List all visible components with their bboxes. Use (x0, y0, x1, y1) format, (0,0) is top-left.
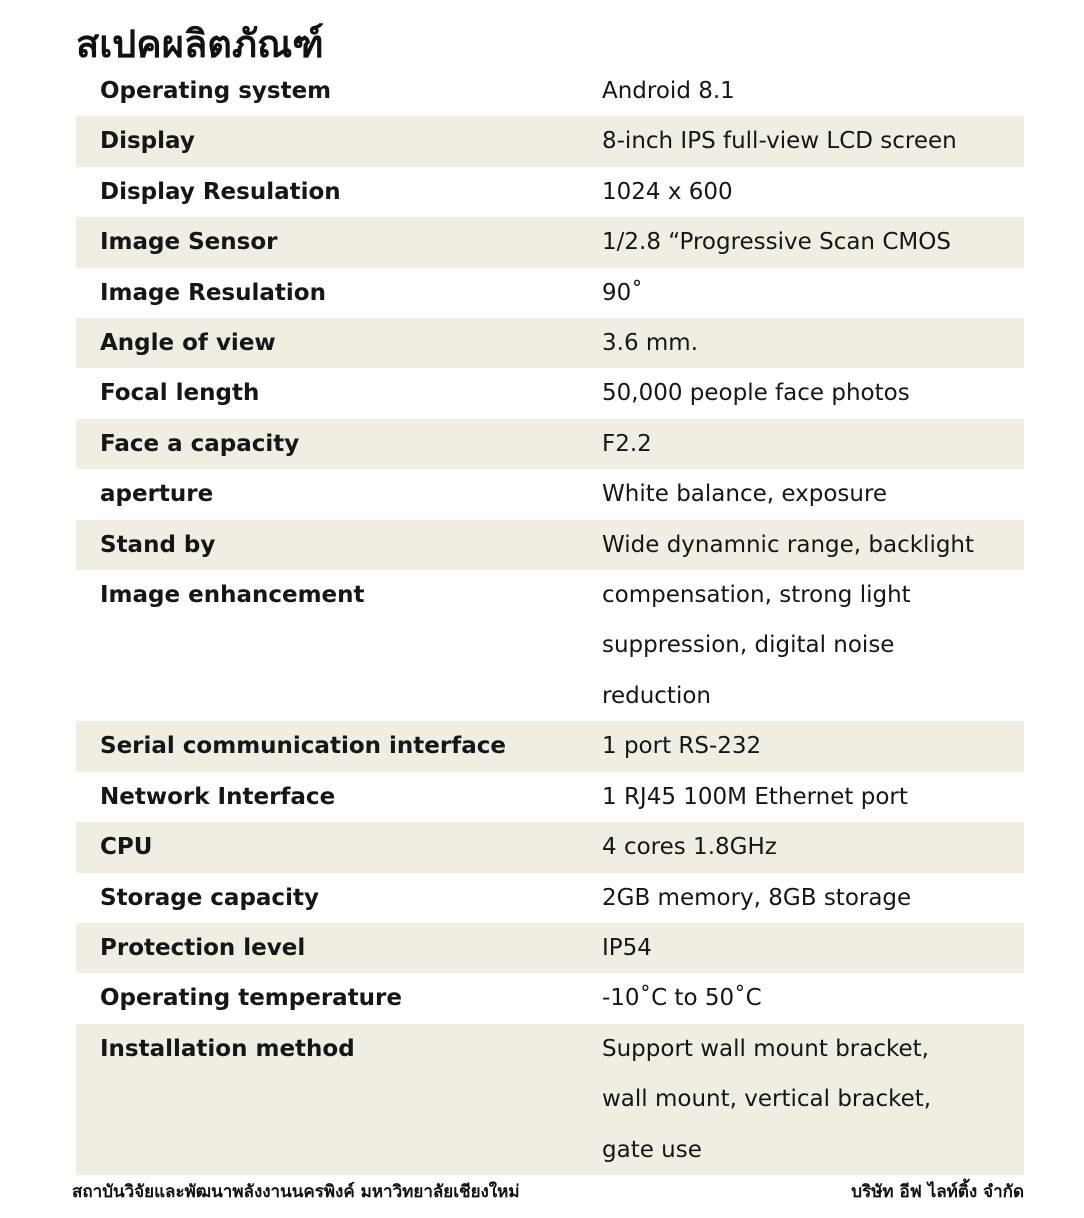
spec-label: Operating temperature (100, 985, 402, 1012)
spec-value (578, 318, 1024, 368)
spec-value-line: compensation, strong light (602, 582, 911, 609)
footer-company: บริษัท อีฟ ไลท์ติ้ง จำกัด (851, 1182, 1024, 1202)
spec-value-line: wall mount, vertical bracket, (602, 1086, 932, 1113)
spec-row (76, 873, 1024, 923)
spec-value-line: -10˚C to 50˚C (602, 985, 762, 1012)
spec-row (76, 469, 1024, 519)
spec-row (76, 116, 1024, 166)
spec-row (76, 923, 1024, 973)
spec-label: Stand by (100, 531, 216, 558)
spec-label: Face a capacity (100, 430, 300, 457)
spec-label: Image enhancement (100, 582, 365, 609)
page-title: สเปคผลิตภัณฑ์ (76, 22, 324, 66)
spec-label: Operating system (100, 78, 332, 104)
footer-institute: สถาบันวิจัยและพัฒนาพลังงานนครพิงค์ มหาวิทยาลัยเชียงใหม่ (72, 1182, 520, 1202)
spec-value-line: 1024 x 600 (602, 178, 733, 205)
spec-value-line: 90˚ (602, 279, 643, 306)
spec-label: Image Sensor (100, 229, 278, 256)
spec-value (578, 368, 1024, 418)
spec-value (578, 721, 1024, 771)
spec-value (578, 66, 1024, 116)
spec-value-line: suppression, digital noise (602, 632, 895, 659)
spec-value (578, 419, 1024, 469)
spec-value-line: IP54 (602, 934, 652, 961)
spec-table (76, 66, 1024, 1175)
spec-label: CPU (100, 834, 153, 861)
spec-value-line: Wide dynamnic range, backlight (602, 531, 975, 558)
spec-value-line: reduction (602, 682, 711, 709)
spec-label: aperture (100, 481, 214, 508)
spec-row (76, 368, 1024, 418)
spec-row (76, 822, 1024, 872)
spec-value (578, 469, 1024, 519)
spec-label: Protection level (100, 934, 306, 961)
spec-label: Focal length (100, 380, 260, 407)
spec-label: Serial communication interface (100, 733, 506, 760)
spec-value (578, 116, 1024, 166)
spec-value-line: 8-inch IPS full-view LCD screen (602, 128, 957, 155)
spec-value-line: 50,000 people face photos (602, 380, 910, 407)
spec-value-line: gate use (602, 1136, 702, 1163)
spec-row (76, 721, 1024, 771)
spec-value-line: 3.6 mm. (602, 330, 699, 357)
spec-value (578, 923, 1024, 973)
spec-value-line: 1 RJ45 100M Ethernet port (602, 783, 908, 810)
spec-value (578, 1024, 1024, 1175)
spec-row (76, 570, 1024, 721)
spec-label: Installation method (100, 1035, 355, 1062)
spec-row (76, 419, 1024, 469)
spec-row (76, 167, 1024, 217)
spec-row (76, 318, 1024, 368)
spec-value (578, 268, 1024, 318)
spec-row (76, 217, 1024, 267)
spec-value (578, 167, 1024, 217)
spec-value (578, 570, 1024, 721)
spec-value (578, 822, 1024, 872)
spec-value (578, 973, 1024, 1023)
spec-value-line: Support wall mount bracket, (602, 1035, 929, 1062)
spec-row (76, 520, 1024, 570)
spec-row (76, 1024, 1024, 1175)
spec-label: Network Interface (100, 783, 336, 810)
spec-label: Display Resulation (100, 178, 341, 205)
spec-row (76, 772, 1024, 822)
spec-value-line: 1 port RS-232 (602, 733, 762, 760)
spec-value-line: 4 cores 1.8GHz (602, 834, 777, 861)
spec-value-line: 2GB memory, 8GB storage (602, 884, 912, 911)
spec-row (76, 973, 1024, 1023)
spec-value-line: White balance, exposure (602, 481, 888, 508)
spec-value-line: F2.2 (602, 430, 652, 457)
spec-label: Display (100, 128, 195, 155)
spec-label: Image Resulation (100, 279, 326, 306)
spec-value-line: 1/2.8 “Progressive Scan CMOS (602, 229, 951, 256)
spec-value-line: Android 8.1 (602, 78, 735, 104)
spec-value (578, 217, 1024, 267)
spec-row (76, 268, 1024, 318)
spec-row (76, 66, 1024, 116)
spec-value (578, 520, 1024, 570)
spec-label: Angle of view (100, 330, 276, 357)
spec-label: Storage capacity (100, 884, 319, 911)
spec-value (578, 772, 1024, 822)
spec-value (578, 873, 1024, 923)
